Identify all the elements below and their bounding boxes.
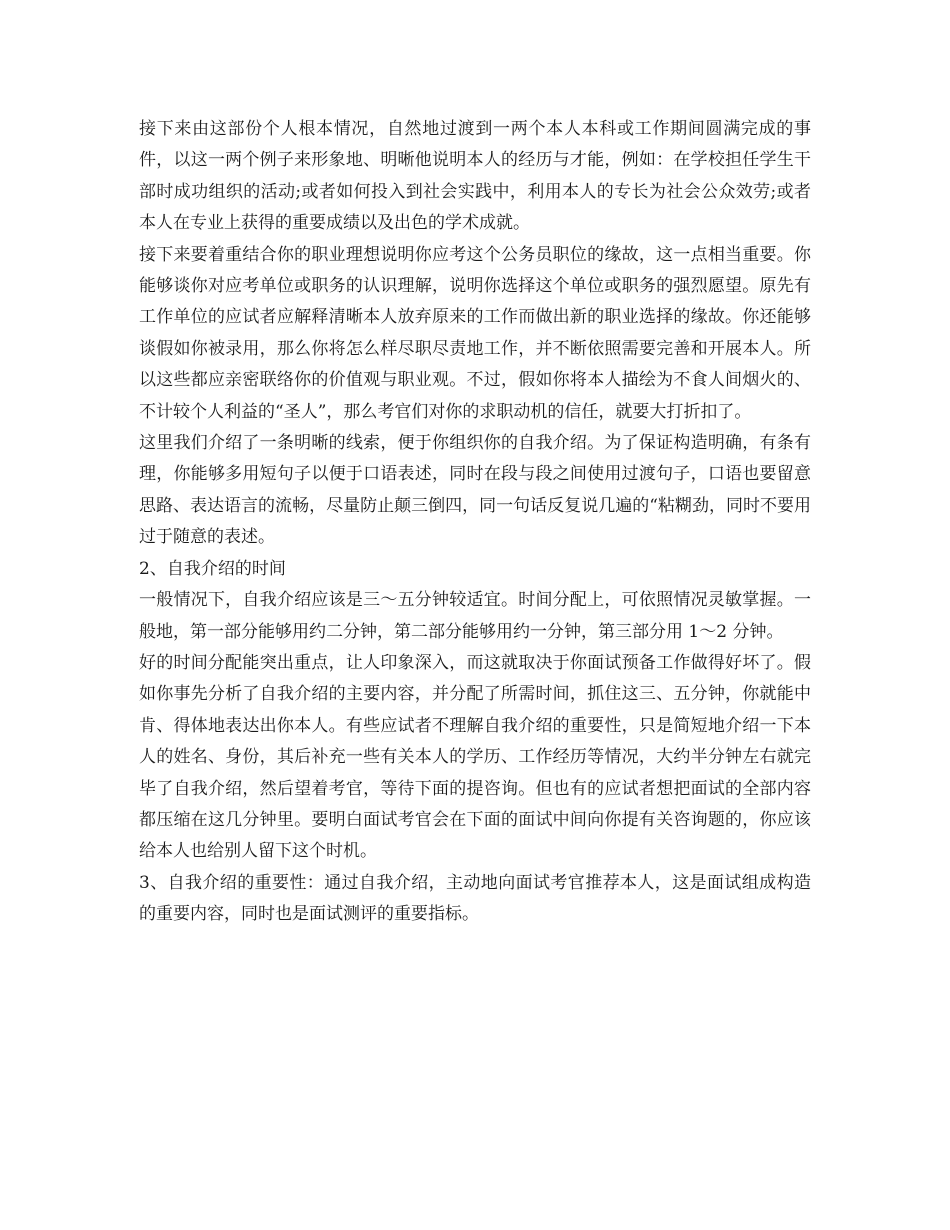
heading-intro-time: 2、自我介绍的时间 xyxy=(139,558,286,579)
paragraph-career-motivation: 接下来要着重结合你的职业理想说明你应考这个公务员职位的缘故，这一点相当重要。你能够谈你对应考单位或职务的认识理解，说明你选择这个单位或职务的强烈愿望。原先有工作单位的应试者应解释清晰本人放弃原来的工作而做出新的职业选择的缘故。你还能够谈假如你被录用，那么你将怎么样尽职尽责地工作，并不断依照需要完善和开展本人。所以这些都应亲密联络你的价值观与职业观。不过，假如你将本人描绘为不食人间烟火的、不计较个人利益的“圣人”，那么考官们对你的求职动机的信任，就要大打折扣了。 xyxy=(139,244,811,422)
paragraph-time-allocation: 一般情况下，自我介绍应该是三～五分钟较适宜。时间分配上，可依照情况灵敏掌握。一般地，第一部分能够用约二分钟，第二部分能够用约一分钟，第三部分用 1～2 分钟。 xyxy=(139,590,811,642)
paragraph-self-experience: 接下来由这部份个人根本情况，自然地过渡到一两个本人本科或工作期间圆满完成的事件，以这一两个例子来形象地、明晰他说明本人的经历与才能，例如：在学校担任学生干部时成功组织的活动;或者如何投入到社会实践中，利用本人的专长为社会公众效劳;或者本人在专业上获得的重要成绩以及出色的学术成就。 xyxy=(139,119,811,234)
paragraph-time-importance: 好的时间分配能突出重点，让人印象深入，而这就取决于你面试预备工作做得好坏了。假如你事先分析了自我介绍的主要内容，并分配了所需时间，抓住这三、五分钟，你就能中肯、得体地表达出你本人。有些应试者不理解自我介绍的重要性，只是简短地介绍一下本人的姓名、身份，其后补充一些有关本人的学历、工作经历等情况，大约半分钟左右就完毕了自我介绍，然后望着考官，等待下面的提咨询。但也有的应试者想把面试的全部内容都压缩在这几分钟里。要明白面试考官会在下面的面试中间向你提有关咨询题的，你应该给本人也给别人留下这个时机。 xyxy=(139,652,811,862)
document-body xyxy=(139,114,811,931)
paragraph-structure-tips: 这里我们介绍了一条明晰的线索，便于你组织你的自我介绍。为了保证构造明确，有条有理，你能够多用短句子以便于口语表述，同时在段与段之间使用过渡句子，口语也要留意思路、表达语言的流畅，尽量防止颠三倒四，同一句话反复说几遍的“粘糊劲，同时不要用过于随意的表述。 xyxy=(139,433,811,548)
paragraph-intro-importance: 3、自我介绍的重要性：通过自我介绍，主动地向面试考官推荐本人，这是面试组成构造的重要内容，同时也是面试测评的重要指标。 xyxy=(139,872,811,925)
